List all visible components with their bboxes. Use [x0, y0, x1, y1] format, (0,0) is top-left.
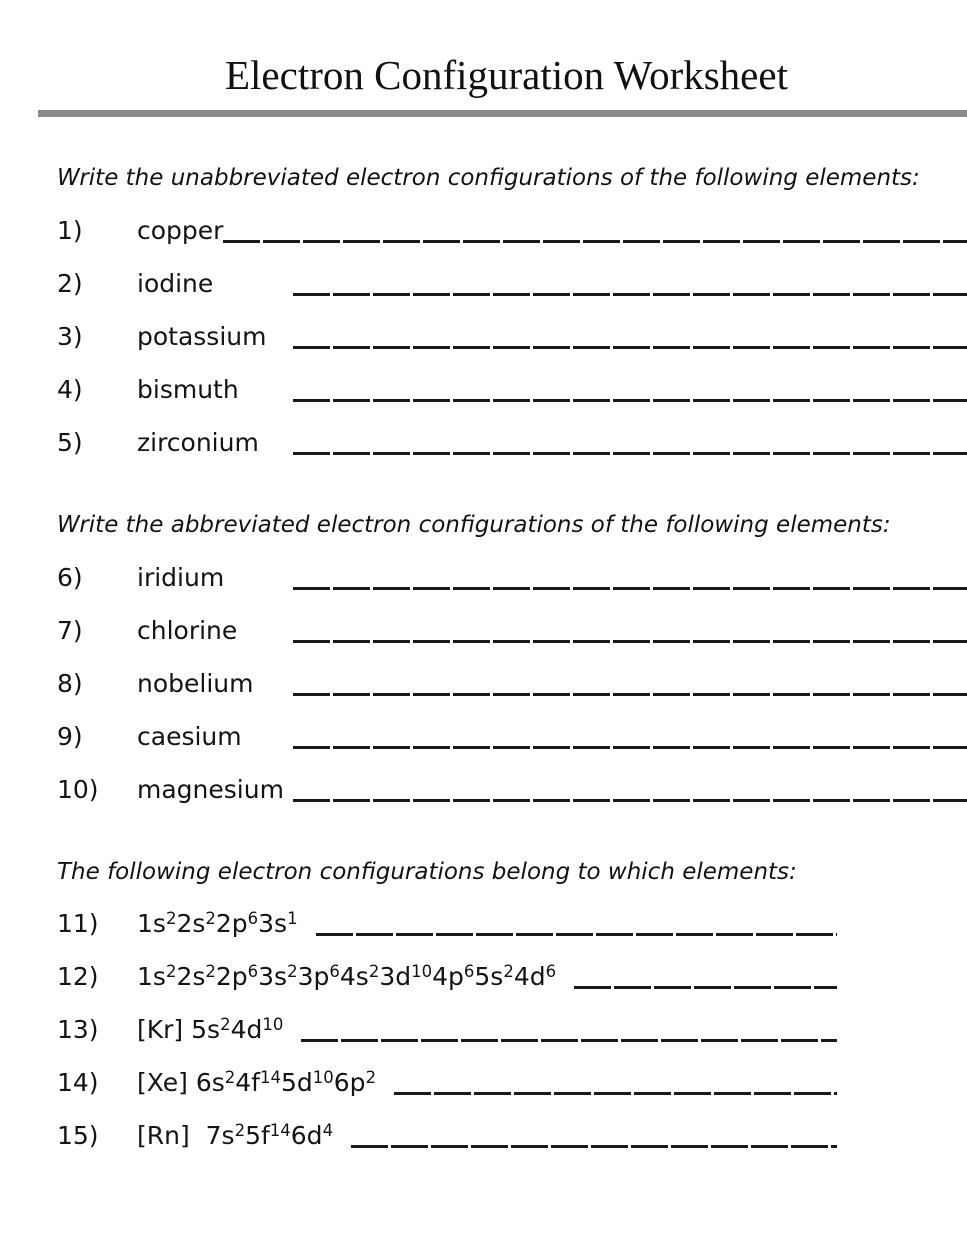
answer-blank[interactable]: [301, 1039, 837, 1042]
question-row: [57, 540, 967, 593]
question-row: [57, 939, 837, 992]
answer-blank[interactable]: [293, 799, 967, 802]
question-row: [57, 992, 837, 1045]
question-number: 3): [57, 321, 83, 351]
question-number: 13): [57, 1015, 99, 1045]
element-name: magnesium: [137, 774, 284, 804]
answer-blank[interactable]: [316, 933, 837, 936]
worksheet-page: [0, 54, 967, 1254]
question-row: [57, 1045, 837, 1098]
answer-blank[interactable]: [394, 1092, 837, 1095]
question-number: 14): [57, 1068, 99, 1098]
element-name: chlorine: [137, 615, 238, 645]
question-number: 5): [57, 427, 83, 457]
answer-blank[interactable]: [223, 240, 967, 243]
question-number: 11): [57, 909, 99, 939]
question-number: 9): [57, 721, 83, 751]
section-identify-elements: [57, 858, 967, 1152]
question-number: 7): [57, 615, 83, 645]
question-number: 10): [57, 774, 99, 804]
question-row: [57, 646, 967, 699]
question-row: [57, 352, 967, 405]
question-row: [57, 1098, 837, 1151]
electron-config: [Rn] $7s^25f^{14}6d^4$: [137, 1121, 334, 1151]
title-divider: [38, 110, 967, 117]
element-name: potassium: [137, 321, 267, 351]
answer-blank[interactable]: [293, 346, 967, 349]
question-number: 2): [57, 268, 83, 298]
question-number: 6): [57, 562, 83, 592]
element-name: nobelium: [137, 668, 254, 698]
answer-blank[interactable]: [293, 640, 967, 643]
page-title: Electron Configuration Worksheet: [225, 52, 788, 98]
section-instruction: Write the abbreviated electron configurations of the following elements:: [57, 511, 891, 538]
question-number: 1): [57, 215, 83, 245]
answer-blank[interactable]: [293, 452, 967, 455]
element-name: iodine: [137, 268, 214, 298]
question-number: 15): [57, 1121, 99, 1151]
section-unabbreviated: [57, 164, 967, 458]
question-row: [57, 699, 967, 752]
question-row: [57, 752, 967, 805]
element-name: copper: [137, 215, 224, 245]
section-abbreviated: [57, 511, 967, 805]
electron-config: $1s^22s^22p^63s^1$: [137, 909, 298, 939]
element-name: bismuth: [137, 374, 239, 404]
answer-blank[interactable]: [293, 746, 967, 749]
answer-blank[interactable]: [574, 986, 837, 989]
question-row: [57, 593, 967, 646]
electron-config: $1s^22s^22p^63s^23p^64s^23d^{10}4p^65s^24d^6$: [137, 962, 557, 992]
answer-blank[interactable]: [293, 399, 967, 402]
question-row: [57, 886, 837, 939]
element-name: zirconium: [137, 427, 259, 457]
question-row: [57, 246, 967, 299]
electron-config: [Kr] $5s^24d^{10}$: [137, 1015, 284, 1045]
answer-blank[interactable]: [293, 293, 967, 296]
answer-blank[interactable]: [351, 1145, 837, 1148]
question-row: [57, 299, 967, 352]
question-number: 8): [57, 668, 83, 698]
question-row: [57, 405, 967, 458]
section-instruction: Write the unabbreviated electron configurations of the following elements:: [57, 165, 920, 192]
question-number: 12): [57, 962, 99, 992]
question-row: [57, 193, 967, 246]
answer-blank[interactable]: [293, 587, 967, 590]
electron-config: [Xe] $6s^24f^{14}5d^{10}6p^2$: [137, 1068, 377, 1098]
answer-blank[interactable]: [293, 693, 967, 696]
element-name: caesium: [137, 721, 242, 751]
section-instruction: The following electron configurations belong to which elements:: [57, 858, 797, 885]
element-name: iridium: [137, 562, 225, 592]
question-number: 4): [57, 374, 83, 404]
